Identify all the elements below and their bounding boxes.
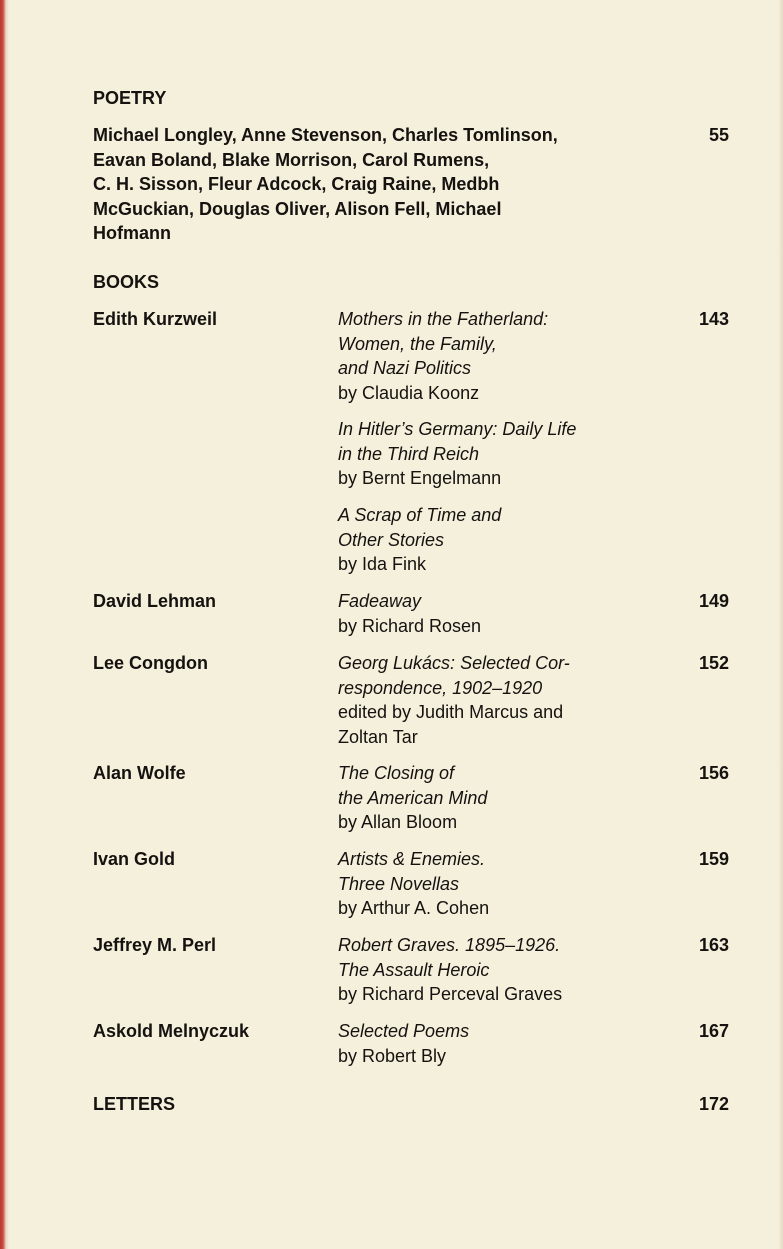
book-author: by Richard Perceval Graves: [338, 984, 563, 1004]
book-author: by Richard Rosen: [338, 615, 482, 636]
book-entry: [338, 307, 628, 405]
reviewer-name: David Lehman: [93, 591, 217, 611]
red-page-edge: [0, 0, 9, 1249]
book-title-line: in the Third Reich: [338, 443, 480, 464]
book-author: edited by Judith Marcus and: [338, 702, 564, 722]
reviewer-name: Jeffrey M. Perl: [93, 935, 217, 955]
page-number: 156: [698, 763, 729, 783]
book-title-line: Mothers in the Fatherland:: [338, 309, 549, 329]
book-author: by Arthur A. Cohen: [338, 898, 490, 918]
letters-heading: LETTERS: [93, 1094, 176, 1114]
book-author: Zoltan Tar: [338, 726, 418, 747]
poetry-poets-line: Eavan Boland, Blake Morrison, Carol Rumens,: [93, 150, 490, 170]
book-author: by Claudia Koonz: [338, 382, 480, 403]
poetry-poets-line: Michael Longley, Anne Stevenson, Charles Tomlinson,: [93, 125, 558, 145]
book-title-line: A Scrap of Time and: [338, 505, 502, 525]
reviewer-name: Alan Wolfe: [93, 763, 186, 783]
book-entry: [338, 761, 628, 835]
book-title-line: Georg Lukács: Selected Cor-: [338, 653, 570, 673]
page-number: 167: [698, 1021, 729, 1041]
book-title-line: Robert Graves. 1895–1926.: [338, 935, 561, 955]
book-entry: [338, 1019, 628, 1068]
page-edge-shadow: [778, 0, 783, 1249]
book-title-line: Fadeaway: [338, 591, 422, 611]
book-title-line: Women, the Family,: [338, 333, 497, 354]
book-author: by Robert Bly: [338, 1045, 447, 1066]
poetry-page-number: 55: [708, 125, 729, 145]
book-title-line: Artists & Enemies.: [338, 849, 486, 869]
book-entry: [338, 847, 628, 921]
book-title-line: The Closing of: [338, 763, 455, 783]
page-number: 149: [698, 591, 729, 611]
books-heading: BOOKS: [93, 272, 160, 292]
book-title-line: In Hitler’s Germany: Daily Life: [338, 419, 577, 439]
book-title-line: Three Novellas: [338, 873, 460, 894]
book-title-line: Other Stories: [338, 529, 445, 550]
book-title-line: Selected Poems: [338, 1021, 470, 1041]
book-entry: [338, 503, 628, 577]
reviewer-name: Edith Kurzweil: [93, 309, 218, 329]
poetry-poets-line: C. H. Sisson, Fleur Adcock, Craig Raine, Medbh: [93, 174, 500, 194]
reviewer-name: Askold Melnyczuk: [93, 1021, 250, 1041]
book-entry: [338, 589, 628, 638]
book-title-line: respondence, 1902–1920: [338, 677, 543, 698]
page-number: 159: [698, 849, 729, 869]
page-number: 163: [698, 935, 729, 955]
book-entry: [338, 933, 628, 1007]
reviewer-name: Lee Congdon: [93, 653, 208, 673]
book-entry: [338, 417, 628, 491]
book-entry: [338, 651, 628, 749]
poetry-heading: POETRY: [93, 88, 167, 108]
book-author: by Allan Bloom: [338, 812, 458, 832]
reviewer-name: Ivan Gold: [93, 849, 176, 869]
poetry-poets-line: McGuckian, Douglas Oliver, Alison Fell, Michael: [93, 199, 502, 219]
book-author: by Bernt Engelmann: [338, 468, 502, 488]
letters-page-number: 172: [698, 1094, 729, 1114]
book-title-line: the American Mind: [338, 787, 488, 808]
page-number: 152: [698, 653, 729, 673]
book-title-line: The Assault Heroic: [338, 959, 490, 980]
poetry-poets-line: Hofmann: [93, 223, 171, 243]
book-author: by Ida Fink: [338, 554, 427, 574]
book-title-line: and Nazi Politics: [338, 358, 472, 378]
page-number: 143: [698, 309, 729, 329]
